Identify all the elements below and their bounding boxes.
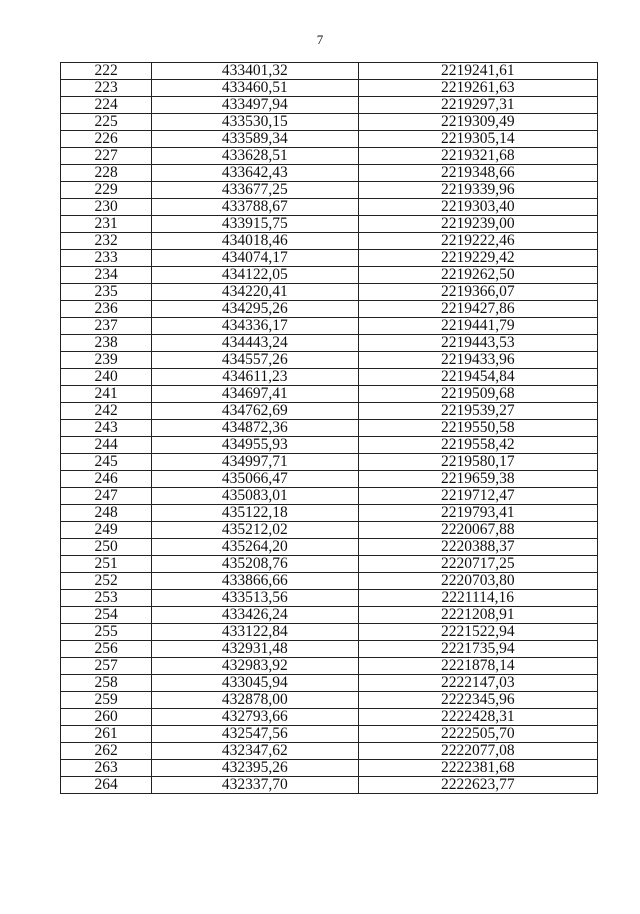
y-coordinate-cell: 2220067,88 [358, 522, 597, 539]
x-coordinate-cell: 433497,94 [152, 97, 358, 114]
table-row [61, 318, 598, 335]
y-coordinate-cell: 2222381,68 [358, 760, 597, 777]
y-coordinate-cell: 2219241,61 [358, 63, 597, 80]
point-number-cell: 243 [61, 420, 152, 437]
y-coordinate-cell: 2219321,68 [358, 148, 597, 165]
point-number-cell: 262 [61, 743, 152, 760]
point-number-cell: 233 [61, 250, 152, 267]
table-row [61, 369, 598, 386]
y-coordinate-cell: 2221735,94 [358, 641, 597, 658]
table-row [61, 199, 598, 216]
point-number-cell: 234 [61, 267, 152, 284]
y-coordinate-cell: 2219309,49 [358, 114, 597, 131]
table-row [61, 420, 598, 437]
y-coordinate-cell: 2219454,84 [358, 369, 597, 386]
table-row [61, 80, 598, 97]
y-coordinate-cell: 2219262,50 [358, 267, 597, 284]
y-coordinate-cell: 2219305,14 [358, 131, 597, 148]
table-row [61, 284, 598, 301]
point-number-cell: 256 [61, 641, 152, 658]
x-coordinate-cell: 435264,20 [152, 539, 358, 556]
table-row [61, 556, 598, 573]
point-number-cell: 261 [61, 726, 152, 743]
point-number-cell: 254 [61, 607, 152, 624]
table-row [61, 182, 598, 199]
x-coordinate-cell: 433915,75 [152, 216, 358, 233]
y-coordinate-cell: 2219509,68 [358, 386, 597, 403]
table-row [61, 131, 598, 148]
x-coordinate-cell: 434872,36 [152, 420, 358, 437]
x-coordinate-cell: 434697,41 [152, 386, 358, 403]
x-coordinate-cell: 435066,47 [152, 471, 358, 488]
table-row [61, 777, 598, 794]
point-number-cell: 260 [61, 709, 152, 726]
y-coordinate-cell: 2220717,25 [358, 556, 597, 573]
table-row [61, 658, 598, 675]
x-coordinate-cell: 434074,17 [152, 250, 358, 267]
point-number-cell: 222 [61, 63, 152, 80]
y-coordinate-cell: 2219261,63 [358, 80, 597, 97]
point-number-cell: 258 [61, 675, 152, 692]
point-number-cell: 227 [61, 148, 152, 165]
y-coordinate-cell: 2220388,37 [358, 539, 597, 556]
x-coordinate-cell: 433628,51 [152, 148, 358, 165]
y-coordinate-cell: 2219348,66 [358, 165, 597, 182]
table-row [61, 590, 598, 607]
x-coordinate-cell: 432878,00 [152, 692, 358, 709]
table-row [61, 488, 598, 505]
x-coordinate-cell: 432337,70 [152, 777, 358, 794]
table-row [61, 403, 598, 420]
x-coordinate-cell: 433045,94 [152, 675, 358, 692]
table-row [61, 471, 598, 488]
table-row [61, 454, 598, 471]
x-coordinate-cell: 434443,24 [152, 335, 358, 352]
table-row [61, 641, 598, 658]
x-coordinate-cell: 434122,05 [152, 267, 358, 284]
x-coordinate-cell: 432931,48 [152, 641, 358, 658]
point-number-cell: 229 [61, 182, 152, 199]
point-number-cell: 259 [61, 692, 152, 709]
table-row [61, 63, 598, 80]
table-row [61, 386, 598, 403]
table-row [61, 726, 598, 743]
x-coordinate-cell: 433426,24 [152, 607, 358, 624]
point-number-cell: 264 [61, 777, 152, 794]
point-number-cell: 228 [61, 165, 152, 182]
x-coordinate-cell: 434295,26 [152, 301, 358, 318]
x-coordinate-cell: 435083,01 [152, 488, 358, 505]
point-number-cell: 257 [61, 658, 152, 675]
y-coordinate-cell: 2219433,96 [358, 352, 597, 369]
x-coordinate-cell: 434220,41 [152, 284, 358, 301]
table-row [61, 267, 598, 284]
table-row [61, 743, 598, 760]
table-row [61, 165, 598, 182]
table-row [61, 522, 598, 539]
table-row [61, 301, 598, 318]
y-coordinate-cell: 2219427,86 [358, 301, 597, 318]
point-number-cell: 253 [61, 590, 152, 607]
table-row [61, 709, 598, 726]
point-number-cell: 239 [61, 352, 152, 369]
point-number-cell: 244 [61, 437, 152, 454]
x-coordinate-cell: 433788,67 [152, 199, 358, 216]
point-number-cell: 230 [61, 199, 152, 216]
table-row [61, 624, 598, 641]
x-coordinate-cell: 434557,26 [152, 352, 358, 369]
table-row [61, 148, 598, 165]
table-row [61, 97, 598, 114]
point-number-cell: 238 [61, 335, 152, 352]
point-number-cell: 246 [61, 471, 152, 488]
point-number-cell: 226 [61, 131, 152, 148]
y-coordinate-cell: 2219297,31 [358, 97, 597, 114]
y-coordinate-cell: 2219339,96 [358, 182, 597, 199]
x-coordinate-cell: 432547,56 [152, 726, 358, 743]
y-coordinate-cell: 2219558,42 [358, 437, 597, 454]
x-coordinate-cell: 432347,62 [152, 743, 358, 760]
y-coordinate-cell: 2221208,91 [358, 607, 597, 624]
point-number-cell: 248 [61, 505, 152, 522]
point-number-cell: 255 [61, 624, 152, 641]
point-number-cell: 235 [61, 284, 152, 301]
x-coordinate-cell: 434955,93 [152, 437, 358, 454]
y-coordinate-cell: 2219303,40 [358, 199, 597, 216]
coordinates-table [60, 62, 598, 794]
table-row [61, 352, 598, 369]
y-coordinate-cell: 2219443,53 [358, 335, 597, 352]
y-coordinate-cell: 2219239,00 [358, 216, 597, 233]
x-coordinate-cell: 435212,02 [152, 522, 358, 539]
table-row [61, 250, 598, 267]
table-row [61, 539, 598, 556]
y-coordinate-cell: 2222623,77 [358, 777, 597, 794]
x-coordinate-cell: 434997,71 [152, 454, 358, 471]
y-coordinate-cell: 2219712,47 [358, 488, 597, 505]
x-coordinate-cell: 433460,51 [152, 80, 358, 97]
point-number-cell: 240 [61, 369, 152, 386]
y-coordinate-cell: 2222147,03 [358, 675, 597, 692]
point-number-cell: 247 [61, 488, 152, 505]
y-coordinate-cell: 2219793,41 [358, 505, 597, 522]
x-coordinate-cell: 434611,23 [152, 369, 358, 386]
x-coordinate-cell: 434018,46 [152, 233, 358, 250]
y-coordinate-cell: 2221878,14 [358, 658, 597, 675]
y-coordinate-cell: 2219539,27 [358, 403, 597, 420]
y-coordinate-cell: 2222345,96 [358, 692, 597, 709]
x-coordinate-cell: 433589,34 [152, 131, 358, 148]
y-coordinate-cell: 2219366,07 [358, 284, 597, 301]
x-coordinate-cell: 433401,32 [152, 63, 358, 80]
x-coordinate-cell: 433513,56 [152, 590, 358, 607]
point-number-cell: 232 [61, 233, 152, 250]
point-number-cell: 245 [61, 454, 152, 471]
x-coordinate-cell: 433642,43 [152, 165, 358, 182]
table-row [61, 505, 598, 522]
coordinates-table-body [61, 63, 598, 794]
y-coordinate-cell: 2219229,42 [358, 250, 597, 267]
x-coordinate-cell: 435122,18 [152, 505, 358, 522]
point-number-cell: 223 [61, 80, 152, 97]
x-coordinate-cell: 433122,84 [152, 624, 358, 641]
y-coordinate-cell: 2221114,16 [358, 590, 597, 607]
point-number-cell: 242 [61, 403, 152, 420]
x-coordinate-cell: 433866,66 [152, 573, 358, 590]
x-coordinate-cell: 434762,69 [152, 403, 358, 420]
y-coordinate-cell: 2222077,08 [358, 743, 597, 760]
point-number-cell: 225 [61, 114, 152, 131]
table-row [61, 760, 598, 777]
table-row [61, 573, 598, 590]
y-coordinate-cell: 2221522,94 [358, 624, 597, 641]
point-number-cell: 263 [61, 760, 152, 777]
y-coordinate-cell: 2219550,58 [358, 420, 597, 437]
table-row [61, 607, 598, 624]
y-coordinate-cell: 2222505,70 [358, 726, 597, 743]
y-coordinate-cell: 2219441,79 [358, 318, 597, 335]
point-number-cell: 241 [61, 386, 152, 403]
point-number-cell: 236 [61, 301, 152, 318]
y-coordinate-cell: 2222428,31 [358, 709, 597, 726]
table-row [61, 233, 598, 250]
table-row [61, 437, 598, 454]
point-number-cell: 250 [61, 539, 152, 556]
table-row [61, 216, 598, 233]
table-row [61, 114, 598, 131]
table-row [61, 335, 598, 352]
x-coordinate-cell: 433677,25 [152, 182, 358, 199]
y-coordinate-cell: 2220703,80 [358, 573, 597, 590]
y-coordinate-cell: 2219580,17 [358, 454, 597, 471]
page-number: 7 [316, 32, 324, 47]
table-row [61, 675, 598, 692]
x-coordinate-cell: 432793,66 [152, 709, 358, 726]
point-number-cell: 252 [61, 573, 152, 590]
x-coordinate-cell: 432983,92 [152, 658, 358, 675]
x-coordinate-cell: 435208,76 [152, 556, 358, 573]
point-number-cell: 237 [61, 318, 152, 335]
y-coordinate-cell: 2219659,38 [358, 471, 597, 488]
x-coordinate-cell: 434336,17 [152, 318, 358, 335]
y-coordinate-cell: 2219222,46 [358, 233, 597, 250]
x-coordinate-cell: 432395,26 [152, 760, 358, 777]
table-row [61, 692, 598, 709]
x-coordinate-cell: 433530,15 [152, 114, 358, 131]
point-number-cell: 224 [61, 97, 152, 114]
point-number-cell: 251 [61, 556, 152, 573]
point-number-cell: 231 [61, 216, 152, 233]
point-number-cell: 249 [61, 522, 152, 539]
